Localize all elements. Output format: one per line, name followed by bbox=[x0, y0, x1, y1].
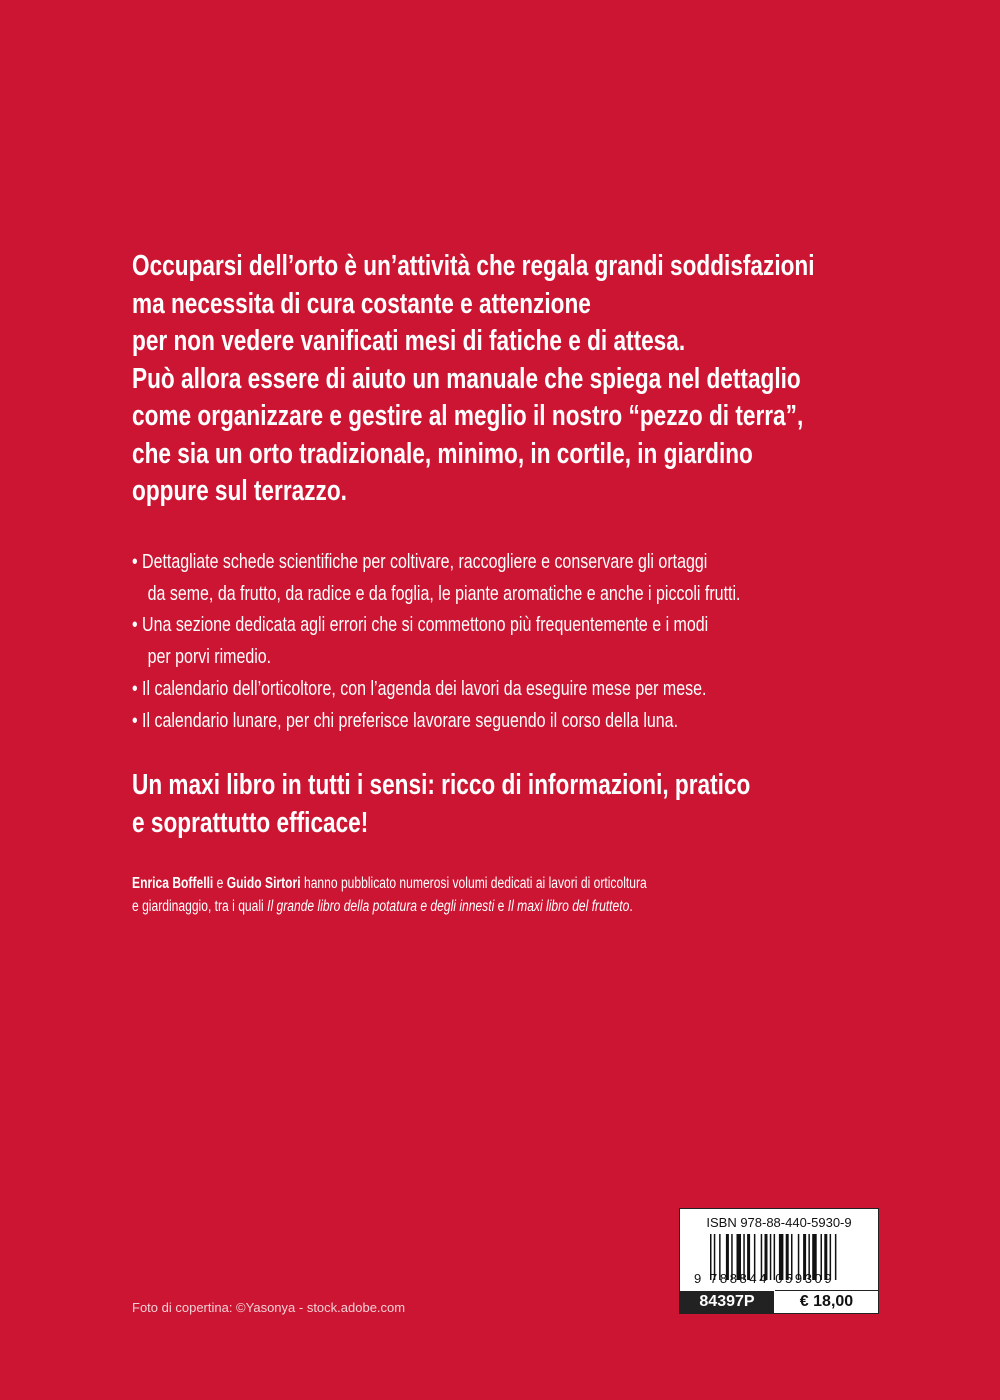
bullet-line: • Il calendario dell’orticoltore, con l’agenda dei lavori da eseguire mese per mese. bbox=[132, 676, 707, 700]
isbn-label: ISBN 978-88-440-5930-9 bbox=[706, 1215, 852, 1230]
author-bio bbox=[132, 872, 647, 918]
intro-line: come organizzare e gestire al meglio il nostro “pezzo di terra”, bbox=[132, 400, 804, 432]
intro-line: ma necessita di cura costante e attenzione bbox=[132, 287, 591, 320]
isbn-barcode-box bbox=[679, 1208, 879, 1314]
text: . bbox=[629, 898, 633, 915]
feature-list bbox=[132, 546, 740, 736]
text: e bbox=[494, 898, 508, 915]
book-title: Il maxi libro del frutteto bbox=[507, 898, 630, 915]
intro-line: per non vedere vanificati mesi di fatiche e di attesa. bbox=[132, 325, 686, 357]
text: e bbox=[213, 875, 227, 892]
bullet-line: per porvi rimedio. bbox=[147, 645, 272, 669]
closing-line: Un maxi libro in tutti i sensi: ricco di informazioni, pratico bbox=[132, 769, 751, 801]
intro-paragraph bbox=[132, 248, 815, 511]
product-code: 84397P bbox=[680, 1291, 774, 1313]
intro-line: Può allora essere di aiuto un manuale che spiega nel dettaglio bbox=[132, 362, 801, 395]
book-title: Il grande libro della potatura e degli innesti bbox=[267, 898, 495, 915]
photo-credit: Foto di copertina: ©Yasonya - stock.adobe.com bbox=[132, 1300, 406, 1315]
closing-statement bbox=[132, 767, 750, 842]
author-name: Enrica Boffelli bbox=[132, 875, 214, 892]
barcode-bar bbox=[835, 1234, 837, 1280]
intro-line: Occuparsi dell’orto è un’attività che regala grandi soddisfazioni bbox=[132, 250, 815, 282]
intro-line: che sia un orto tradizionale, minimo, in cortile, in giardino bbox=[132, 437, 753, 470]
text: hanno pubblicato numerosi volumi dedicati ai lavori di orticoltura bbox=[300, 875, 647, 892]
author-name: Guido Sirtori bbox=[226, 875, 301, 892]
bullet-line: • Il calendario lunare, per chi preferisce lavorare seguendo il corso della luna. bbox=[132, 708, 679, 732]
intro-line: oppure sul terrazzo. bbox=[132, 475, 347, 507]
text: e giardinaggio, tra i quali bbox=[132, 898, 268, 915]
bullet-line: • Dettagliate schede scientifiche per coltivare, raccogliere e conservare gli ortaggi bbox=[132, 550, 708, 573]
barcode-digits: 9 788844 059309 bbox=[694, 1271, 835, 1286]
bullet-line: da seme, da frutto, da radice e da foglia, le piante aromatiche e anche i piccoli frutti. bbox=[147, 581, 741, 605]
price: € 18,00 bbox=[775, 1290, 878, 1313]
bullet-line: • Una sezione dedicata agli errori che si commettono più frequentemente e i modi bbox=[132, 613, 709, 637]
closing-line: e soprattutto efficace! bbox=[132, 806, 369, 839]
